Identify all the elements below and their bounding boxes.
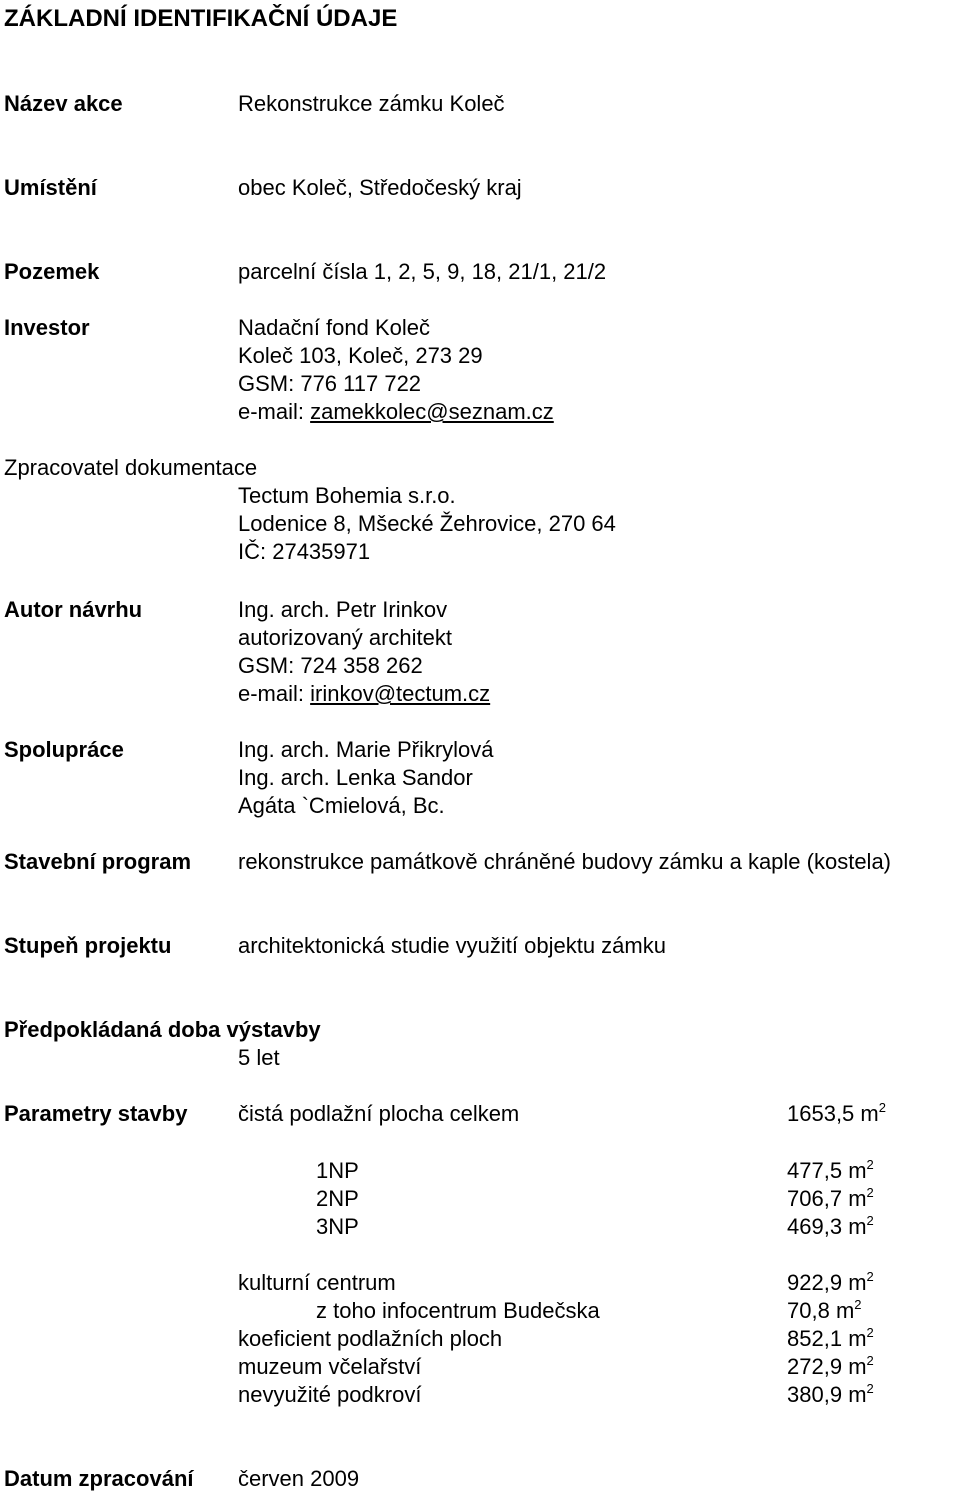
field-label-zpracovatel: Zpracovatel dokumentace	[4, 455, 258, 480]
param-floor-value	[787, 1185, 874, 1213]
area-unit-exponent: 2	[866, 1381, 874, 1396]
area-number: 272,9	[787, 1354, 843, 1379]
field-label-pozemek: Pozemek	[4, 259, 100, 284]
param-floor-label: 1NP	[316, 1158, 359, 1183]
zpracovatel-ic: IČ: 27435971	[238, 539, 371, 564]
area-unit: m	[835, 1298, 855, 1323]
area-unit: m	[848, 1186, 867, 1211]
area-number: 477,5	[787, 1158, 843, 1183]
area-number: 1653,5	[787, 1101, 855, 1126]
area-unit-exponent: 2	[866, 1213, 874, 1228]
spoluprace-person: Ing. arch. Marie Přikrylová	[238, 737, 494, 762]
param-use-label: nevyužité podkroví	[238, 1382, 422, 1407]
autor-email-link[interactable]: irinkov@tectum.cz	[310, 681, 491, 706]
area-unit-exponent: 2	[866, 1157, 874, 1172]
investor-email-link[interactable]: zamekkolec@seznam.cz	[310, 399, 554, 424]
param-use-label: muzeum včelařství	[238, 1354, 422, 1379]
investor-gsm: GSM: 776 117 722	[238, 371, 422, 396]
field-value-pozemek: parcelní čísla 1, 2, 5, 9, 18, 21/1, 21/2	[238, 259, 607, 284]
zpracovatel-address: Lodenice 8, Mšecké Žehrovice, 270 64	[238, 511, 616, 536]
area-unit: m	[848, 1214, 867, 1239]
zpracovatel-name: Tectum Bohemia s.r.o.	[238, 483, 456, 508]
field-value-doba-vystavby: 5 let	[238, 1045, 280, 1070]
field-label-umisteni: Umístění	[4, 175, 97, 200]
param-floor-value	[787, 1157, 874, 1185]
area-unit-exponent: 2	[878, 1100, 886, 1115]
param-use-label: kulturní centrum	[238, 1270, 396, 1295]
field-value-umisteni: obec Koleč, Středočeský kraj	[238, 175, 522, 200]
field-value-datum: červen 2009	[238, 1466, 360, 1491]
field-label-stavebni-program: Stavební program	[4, 849, 192, 874]
field-value-stavebni-program: rekonstrukce památkově chráněné budovy zámku a kaple (kostela)	[238, 849, 892, 874]
param-use-value	[787, 1325, 874, 1353]
param-floor-label: 3NP	[316, 1214, 359, 1239]
area-number: 706,7	[787, 1186, 843, 1211]
investor-name: Nadační fond Koleč	[238, 315, 431, 340]
param-total-label: čistá podlažní plocha celkem	[238, 1101, 520, 1126]
area-unit: m	[848, 1158, 867, 1183]
area-number: 70,8	[787, 1298, 830, 1323]
autor-gsm: GSM: 724 358 262	[238, 653, 423, 678]
autor-email-line	[238, 680, 490, 708]
field-label-doba-vystavby: Předpokládaná doba výstavby	[4, 1017, 321, 1042]
area-number: 922,9	[787, 1270, 843, 1295]
field-value-stupen-projektu: architektonická studie využití objektu zámku	[238, 933, 666, 958]
area-unit-exponent: 2	[854, 1297, 862, 1312]
area-number: 380,9	[787, 1382, 843, 1407]
param-use-value	[787, 1353, 874, 1381]
autor-name: Ing. arch. Petr Irinkov	[238, 597, 448, 622]
area-unit: m	[860, 1101, 879, 1126]
area-number: 469,3	[787, 1214, 843, 1239]
area-number: 852,1	[787, 1326, 843, 1351]
area-unit-exponent: 2	[866, 1185, 874, 1200]
investor-address: Koleč 103, Koleč, 273 29	[238, 343, 483, 368]
autor-email-prefix: e-mail:	[238, 681, 311, 706]
investor-email-line	[238, 398, 554, 426]
field-label-stupen-projektu: Stupeň projektu	[4, 933, 172, 958]
investor-email-prefix: e-mail:	[238, 399, 311, 424]
area-unit-exponent: 2	[866, 1269, 874, 1284]
area-unit: m	[848, 1326, 867, 1351]
field-label-nazev-akce: Název akce	[4, 91, 123, 116]
area-unit: m	[848, 1382, 867, 1407]
param-use-label: koeficient podlažních ploch	[238, 1326, 503, 1351]
field-label-datum: Datum zpracování	[4, 1466, 194, 1491]
param-total-value	[787, 1100, 886, 1128]
param-floor-value	[787, 1213, 874, 1241]
field-label-parametry: Parametry stavby	[4, 1101, 188, 1126]
param-use-label: z toho infocentrum Budečska	[316, 1298, 600, 1323]
param-use-value	[787, 1269, 874, 1297]
param-floor-label: 2NP	[316, 1186, 359, 1211]
field-label-autor: Autor návrhu	[4, 597, 143, 622]
spoluprace-person: Ing. arch. Lenka Sandor	[238, 765, 473, 790]
autor-role: autorizovaný architekt	[238, 625, 452, 650]
spoluprace-person: Agáta `Cmielová, Bc.	[238, 793, 445, 818]
param-use-value	[787, 1381, 874, 1409]
area-unit: m	[848, 1354, 867, 1379]
area-unit-exponent: 2	[866, 1353, 874, 1368]
field-label-investor: Investor	[4, 315, 90, 340]
param-use-value	[787, 1297, 862, 1325]
page-title: ZÁKLADNÍ IDENTIFIKAČNÍ ÚDAJE	[4, 5, 398, 32]
area-unit-exponent: 2	[866, 1325, 874, 1340]
area-unit: m	[848, 1270, 867, 1295]
field-label-spoluprace: Spolupráce	[4, 737, 124, 762]
field-value-nazev-akce: Rekonstrukce zámku Koleč	[238, 91, 505, 116]
